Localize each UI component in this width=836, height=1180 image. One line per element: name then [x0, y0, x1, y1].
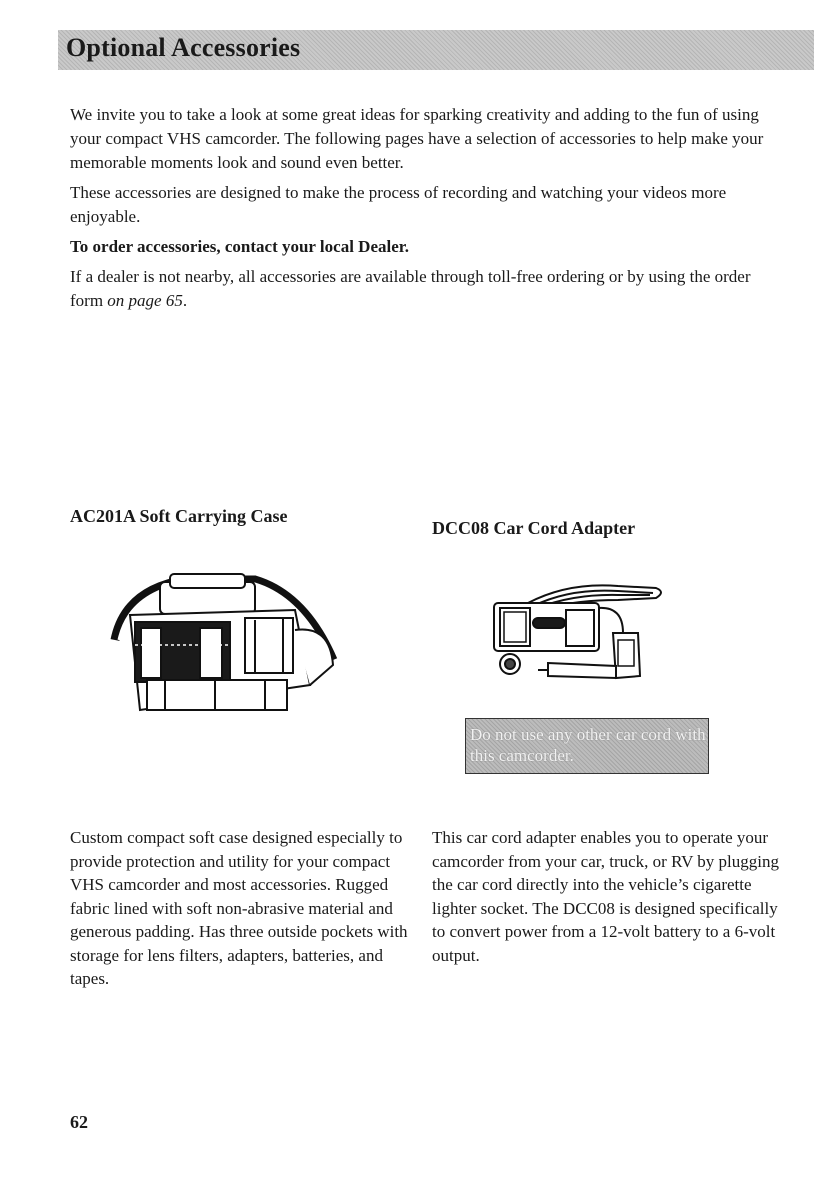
section-header-bar	[58, 30, 814, 70]
intro-paragraph-2: These accessories are designed to make the process of recording and watching your videos more enjoyable.	[70, 183, 727, 226]
order-instruction: To order accessories, contact your local Dealer.	[70, 237, 409, 256]
warning-note-box	[465, 718, 709, 774]
car-cord-adapter-illustration	[488, 578, 668, 690]
order-text: If a dealer is not nearby, all accessories are available through toll-free ordering or by using the order form	[70, 267, 751, 310]
product-left-title-wrap	[70, 506, 410, 527]
carrying-case-description: Custom compact soft case designed especially to provide protection and utility for your compact VHS camcorder and most accessories. Rugged fabric lined with soft non-abrasive material and generous padding. Has three outside pockets with storage for lens filters, adapters, batteries, and tapes.	[70, 828, 408, 988]
order-form-page-ref: on page 65	[107, 291, 183, 310]
carrying-case-description-wrap	[70, 826, 410, 991]
order-text-end: .	[182, 291, 188, 310]
product-right-title-wrap	[432, 518, 782, 539]
warning-note-text: Do not use any other car cord with this camcorder.	[470, 725, 706, 765]
intro-paragraph-1: We invite you to take a look at some great ideas for sparking creativity and adding to the fun of using your compact VHS camcorder. The following pages have a selection of accessories to help make your memorable moments look and sound even better.	[70, 105, 764, 172]
page-title: Optional Accessories	[66, 33, 301, 62]
car-cord-adapter-title: DCC08 Car Cord Adapter	[432, 518, 636, 538]
carrying-case-title: AC201A Soft Carrying Case	[70, 506, 288, 526]
carrying-case-illustration	[105, 570, 340, 720]
intro-paragraph-4	[70, 265, 770, 313]
car-cord-adapter-description: This car cord adapter enables you to operate your camcorder from your car, truck, or RV by plugging the car cord directly into the vehicle’s cigarette lighter socket. The DCC08 is designed specifically to convert power from a 12-volt battery to a 6-volt output.	[432, 828, 779, 965]
intro-section	[70, 103, 770, 319]
car-cord-adapter-description-wrap	[432, 826, 782, 967]
page-number: 62	[70, 1112, 88, 1132]
